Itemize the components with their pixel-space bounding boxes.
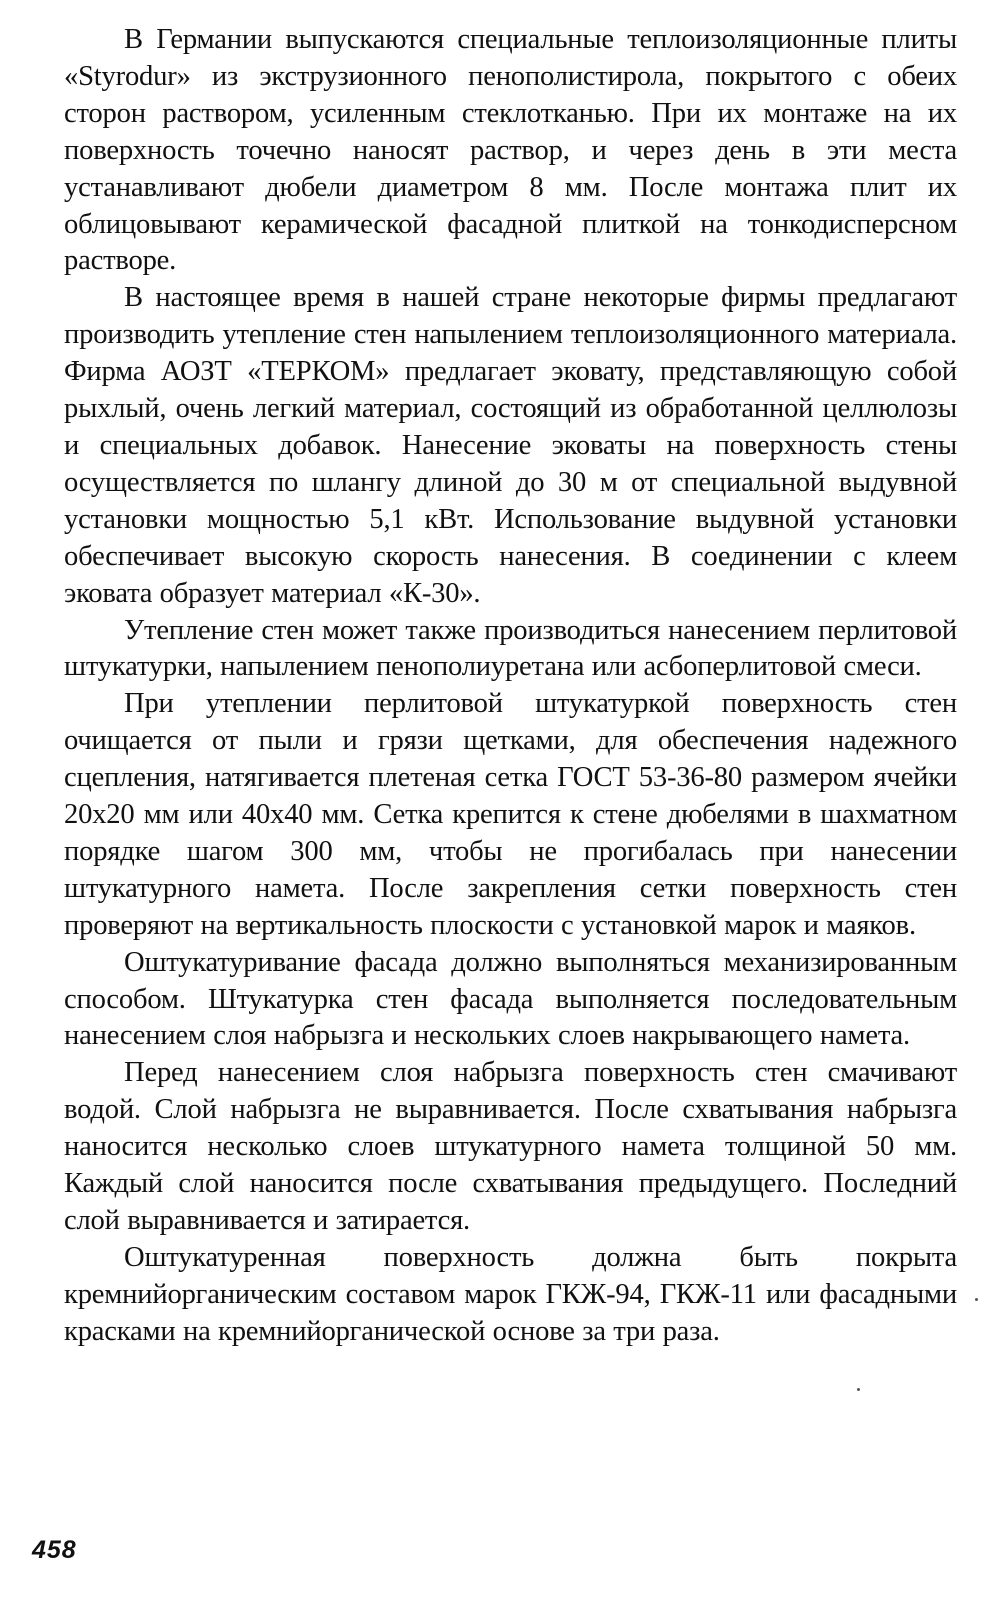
print-speck — [857, 1388, 860, 1391]
paragraph-insulation-methods: Утепление стен может также производиться нанесением перлитовой штукатурки, напылением пенополиуретана или асбоперлитовой смеси. — [64, 614, 957, 683]
paragraph-ekovata: В настоящее время в нашей стране некоторые фирмы предлагают производить утепление стен напылением теплоизоляционного материала. Фирма АОЗТ «ТЕРКОМ» предлагает эковату, представляющую собой рыхлый, очень легкий материал, состоящий из обработанной целлюлозы и специальных добавок. Нанесение эковаты на поверхность стены осуществляется по шлангу длиной до 30 м от специальной выдувной установки мощностью 5,1 кВт. Использование выдувной установки обеспечивает высокую скорость нанесения. В соединении с клеем эковата образует материал «К-30». — [64, 282, 957, 609]
print-speck — [975, 1298, 978, 1301]
paragraph-facade-plastering: Оштукатуривание фасада должно выполняться механизированным способом. Штукатурка стен фасада выполняется последовательным нанесением слоя набрызга и нескольких слоев накрывающего намета. — [64, 946, 957, 1052]
text-body — [64, 22, 957, 1351]
paragraph-styrodur: В Германии выпускаются специальные теплоизоляционные плиты «Styrodur» из экструзионного пенополистирола, покрытого с обеих сторон раствором, усиленным стеклотканью. При их монтаже на их поверхность точечно наносят раствор, и через день в эти места устанавливают дюбели диаметром 8 мм. После монтажа плит их облицовывают керамической фасадной плиткой на тонкодисперсном растворе. — [64, 24, 957, 277]
page-number: 458 — [32, 1536, 77, 1564]
paragraph-perlite-plaster: При утеплении перлитовой штукатуркой поверхность стен очищается от пыли и грязи щетками, для обеспечения надежного сцепления, натягивается плетеная сетка ГОСТ 53-36-80 размером ячейки 20х20 мм или 40х40 мм. Сетка крепится к стене дюбелями в шахматном порядке шагом 300 мм, чтобы не прогибалась при нанесении штукатурного намета. После закрепления сетки поверхность стен проверяют на вертикальность плоскости с установкой марок и маяков. — [64, 688, 957, 941]
paragraph-spray-layer: Перед нанесением слоя набрызга поверхность стен смачивают водой. Слой набрызга не выравнивается. После схватывания набрызга наносится несколько слоев штукатурного намета толщиной 50 мм. Каждый слой наносится после схватывания предыдущего. Последний слой выравнивается и затирается. — [64, 1057, 957, 1236]
paragraph-final-coating: Оштукатуренная поверхность должна быть покрыта кремнийорганическим составом марок ГКЖ-94, ГКЖ-11 или фасадными красками на кремнийорганической основе за три раза. — [64, 1241, 957, 1347]
